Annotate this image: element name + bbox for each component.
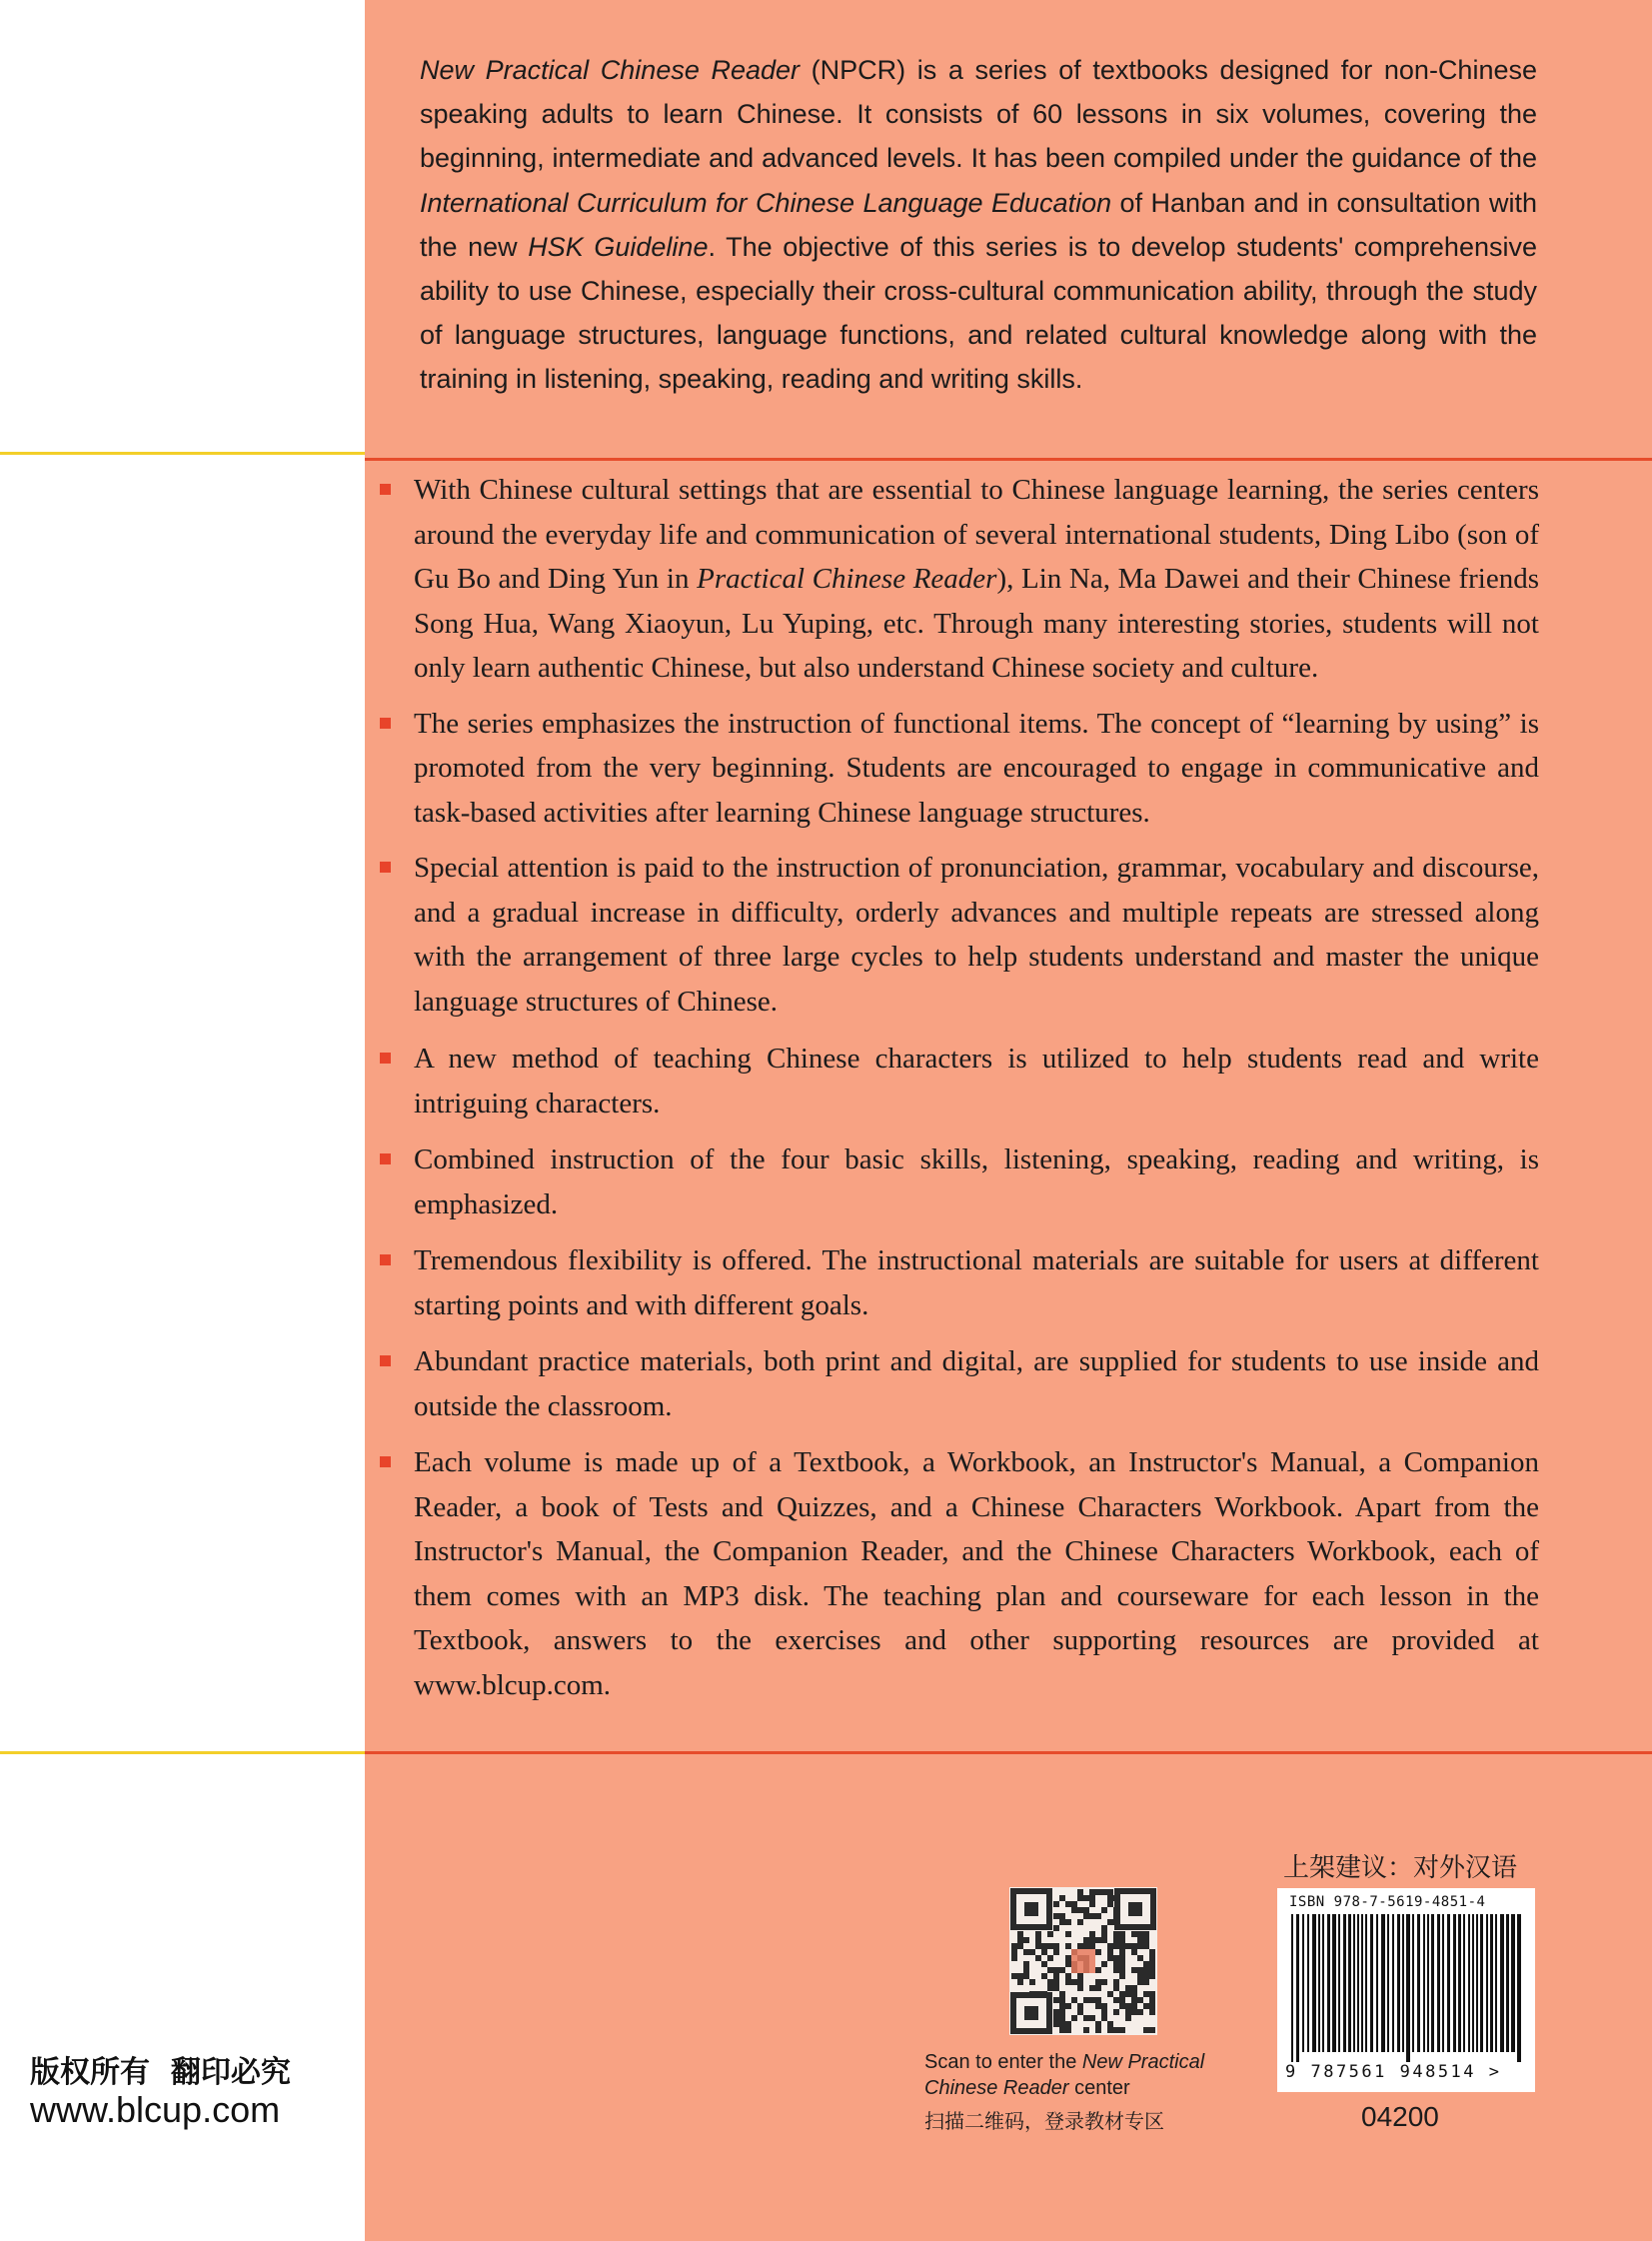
scan-caption-title: New Practical Chinese Reader: [924, 2051, 1205, 2099]
scan-caption-chinese: 扫描二维码，登录教材专区: [924, 2109, 1164, 2133]
scan-caption-prefix: Scan to enter the: [924, 2051, 1082, 2073]
book-title: Practical Chinese Reader: [697, 563, 997, 595]
feature-item: [380, 1339, 1539, 1428]
feature-item: [380, 1238, 1539, 1327]
feature-item: [380, 1037, 1539, 1125]
feature-text: Each volume is made up of a Textbook, a Workbook, an Instructor's Manual, a Companion Reader, a book of Tests and Quizzes, and a Chinese Characters Workbook. Apart from the Instructor's Manual, the Companion Reader, and the Chinese Characters Workbook, each of them comes with an MP3 disk. The teaching plan and courseware for each lesson in the Textbook, answers to the exercises and other supporting resources are provided at www.blcup.com.: [414, 1446, 1539, 1701]
yellow-rule-top: [0, 452, 365, 455]
bullet-icon: [380, 1254, 391, 1265]
red-rule-top: [365, 458, 1652, 461]
red-rule-bottom: [365, 1751, 1652, 1754]
yellow-rule-bottom: [0, 1751, 365, 1754]
scan-caption-suffix: center: [1068, 2077, 1130, 2099]
barcode-icon: [1289, 1914, 1523, 2062]
scan-caption: [924, 2049, 1264, 2101]
feature-list: [380, 468, 1539, 1707]
qr-code-icon: [1009, 1887, 1157, 2035]
bullet-icon: [380, 1053, 391, 1064]
feature-item: [380, 846, 1539, 1024]
feature-text: With Chinese cultural settings that are essential to Chinese language learning, the series centers around the everyday life and communication of several international students, Ding Libo (son of Gu Bo and Ding Yun in: [414, 474, 1539, 595]
feature-text: Abundant practice materials, both print and digital, are supplied for students to use inside and outside the classroom.: [414, 1345, 1539, 1422]
feature-item: [380, 468, 1539, 691]
bullet-icon: [380, 718, 391, 729]
intro-paragraph: [420, 48, 1537, 402]
feature-item: [380, 1440, 1539, 1707]
feature-text: Combined instruction of the four basic skills, listening, speaking, reading and writing, is emphasized.: [414, 1143, 1539, 1220]
series-title: New Practical Chinese Reader: [420, 55, 801, 85]
bullet-icon: [380, 484, 391, 495]
price-code: 04200: [1361, 2101, 1439, 2132]
copyright-notice: 版权所有 翻印必究: [30, 2055, 291, 2090]
feature-text: The series emphasizes the instruction of functional items. The concept of “learning by using” is promoted from the very beginning. Students are encouraged to engage in communicative and task-based activities after learning Chinese language structures.: [414, 707, 1539, 829]
bullet-icon: [380, 862, 391, 873]
publisher-website: www.blcup.com: [30, 2089, 281, 2130]
guideline-title: HSK Guideline: [528, 231, 709, 262]
feature-text: A new method of teaching Chinese characters is utilized to help students read and write intriguing characters.: [414, 1043, 1539, 1120]
intro-text-1: (NPCR) is a series of textbooks designed for non-Chinese speaking adults to learn Chinese. It consists of 60 lessons in six volumes, covering the beginning, intermediate and advanced levels. It has been compiled under the guidance of the: [420, 55, 1537, 174]
ean-digits: 9 787561 948514 >: [1285, 2062, 1502, 2082]
feature-item: [380, 1137, 1539, 1226]
isbn-barcode: [1277, 1888, 1535, 2092]
feature-text: ), Lin Na, Ma Dawei and their Chinese friends Song Hua, Wang Xiaoyun, Lu Yuping, etc. Through many interesting stories, students will not only learn authentic Chinese, but also understand Chinese society and culture.: [414, 563, 1539, 684]
intro-text-3: . The objective of this series is to develop students' comprehensive ability to use Chinese, especially their cross-cultural communication ability, through the study of language structures, language functions, and related cultural knowledge along with the training in listening, speaking, reading and writing skills.: [420, 231, 1537, 395]
bullet-icon: [380, 1456, 391, 1467]
feature-item: [380, 702, 1539, 836]
bullet-icon: [380, 1153, 391, 1164]
intro-text-2: of Hanban and in consultation with the new: [420, 187, 1538, 262]
feature-text: Tremendous flexibility is offered. The instructional materials are suitable for users at different starting points and with different goals.: [414, 1244, 1539, 1321]
shelf-suggestion: 上架建议：对外汉语: [1283, 1853, 1518, 1883]
curriculum-title: International Curriculum for Chinese Language Education: [420, 187, 1112, 218]
isbn-text: ISBN 978-7-5619-4851-4: [1289, 1894, 1486, 1910]
bullet-icon: [380, 1355, 391, 1366]
feature-text: Special attention is paid to the instruction of pronunciation, grammar, vocabulary and discourse, and a gradual increase in difficulty, orderly advances and multiple repeats are stressed along with the arrangement of three large cycles to help students understand and master the unique language structures of Chinese.: [414, 852, 1539, 1018]
